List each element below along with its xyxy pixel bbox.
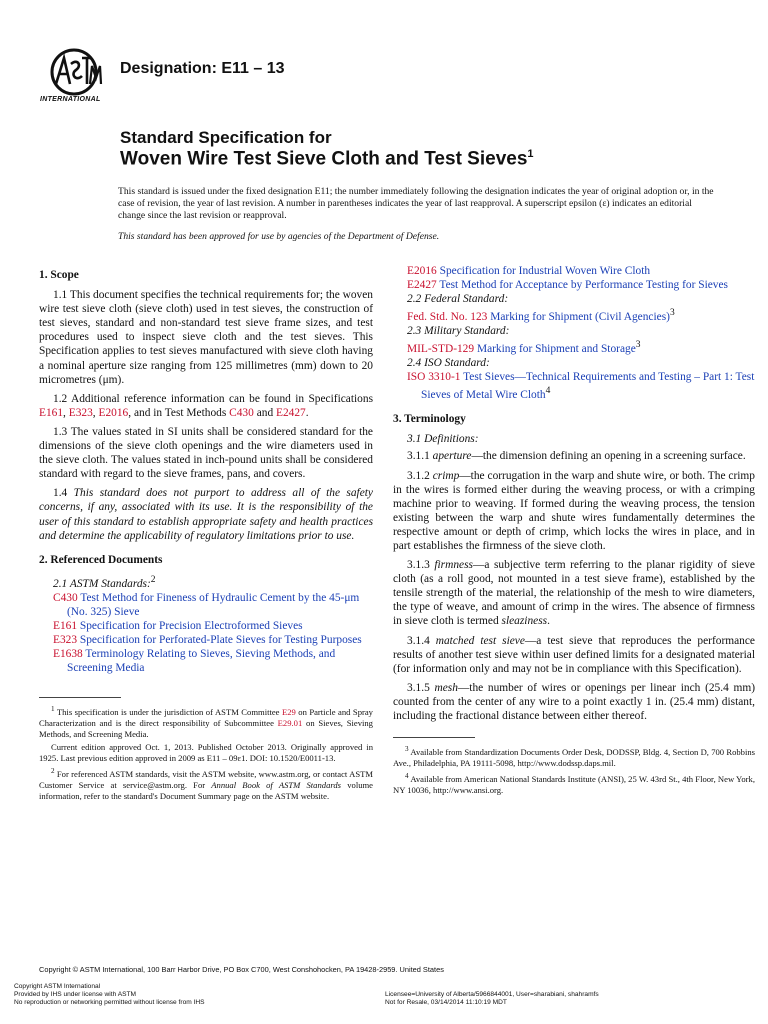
- ref-link-e29-01[interactable]: E29.01: [277, 718, 303, 729]
- footnotes-right: [393, 744, 755, 796]
- left-column: [39, 264, 373, 804]
- def-aperture: 3.1.1 aperture—the dimension defining an opening in a screening surface.: [407, 450, 746, 463]
- ref-item-fed-std[interactable]: Fed. Std. No. 123 Marking for Shipment (Civil Agencies)$^3$: [407, 308, 675, 324]
- footnote-divider-right: [393, 737, 475, 738]
- title-text: Woven Wire Test Sieve Cloth and Test Sieves: [120, 148, 528, 170]
- ref-link-c430[interactable]: C430: [229, 406, 254, 419]
- footnote-divider: [39, 697, 121, 698]
- ref-item-mil-std[interactable]: MIL-STD-129 Marking for Shipment and Storage$^3$: [407, 340, 641, 356]
- def-crimp: 3.1.2 crimp—the corrugation in the warp and shute wire, or both. The crimp in the wires is formed either during the weaving process, or with a crimping machine prior to weaving. If formed during the weaving process, the tension existing between the warp and shute wires fundamentally determines the respective amount or depth of crimp, which locks the wires in place, and in part establishes the firmness of the sieve cloth.: [393, 469, 755, 552]
- title-line-2: [120, 148, 534, 170]
- footnote-2: $^2$ For referenced ASTM standards, visit the ASTM website, www.astm.org, or contact ASTM Customer Service at service@astm.org. For Annual Book of ASTM Standards volume information, refer to the standard's Document Summary page on the ASTM website.: [39, 767, 373, 801]
- definitions-label: 3.1 Definitions:: [407, 433, 479, 446]
- ref-link-e323[interactable]: E323: [68, 406, 93, 419]
- military-standard-label: 2.3 Military Standard:: [407, 325, 510, 338]
- footnote-1-edition: Current edition approved Oct. 1, 2013. Published October 2013. Originally approved in 1925. Last previous edition approved in 2009 as E11 – 09ε1. DOI: 10.1520/E0011-13.: [39, 742, 373, 764]
- scope-1-1: 1.1 This document specifies the technical requirements for; the woven wire test sieve cloth (sieve cloth) used in test sieves, the construction of test sieves, standard and non-standard test sieve frame sizes, and test procedures used to inspect sieve cloth and the test sieves. This Specification applies to test sieves manufactured with sieve cloth having a nominal aperture size ranging from 125 millimetres (mm) down to 20 micrometres (μm).: [39, 289, 373, 386]
- footnote-4: $^4$ Available from American National Standards Institute (ANSI), 25 W. 43rd St., 4th Floor, New York, NY 10036, http://www.ansi.org.: [393, 771, 755, 795]
- def-matched-test-sieve: 3.1.4 matched test sieve—a test sieve that reproduces the performance results of another test sieve within user defined limits for a designated material (for information only and may not be in compliance with this Specification).: [393, 634, 755, 675]
- federal-standard-label: 2.2 Federal Standard:: [407, 293, 509, 306]
- astm-standards-label: 2.1 ASTM Standards:$^2$: [53, 574, 156, 590]
- right-column: [393, 264, 755, 798]
- footnotes-left: [39, 704, 373, 802]
- issued-note: This standard is issued under the fixed designation E11; the number immediately following the designation indicates the year of original adoption or, in the case of revision, the year of last revision. A number in parentheses indicates the year of last reapproval. A superscript epsilon (ε) indicates an editorial change since the last revision or reapproval.: [118, 186, 714, 221]
- approved-note: This standard has been approved for use by agencies of the Department of Defense.: [118, 231, 440, 242]
- ref-item-c430[interactable]: C430 Test Method for Fineness of Hydraulic Cement by the 45-μm (No. 325) Sieve: [53, 591, 360, 618]
- designation: Designation: E11 – 13: [120, 60, 285, 77]
- ref-link-e2427[interactable]: E2427: [276, 406, 306, 419]
- scope-1-4: 1.4 This standard does not purport to address all of the safety concerns, if any, associated with its use. It is the responsibility of the user of this standard to establish appropriate safety and health practices and determine the applicability of regulatory limitations prior to use.: [39, 487, 373, 542]
- scope-1-2: 1.2 Additional reference information can be found in Specifications E161, E323, E2016, and in Test Methods C430 and E2427.: [39, 392, 373, 419]
- footnote-3: $^3$ Available from Standardization Documents Order Desk, DODSSP, Bldg. 4, Section D, 700 Robbins Ave., Philadelphia, PA 19111-5098, http://www.dodssp.daps.mil.: [393, 745, 755, 768]
- iso-standard-label: 2.4 ISO Standard:: [407, 357, 490, 370]
- ref-item-e323[interactable]: E323 Specification for Perforated-Plate Sieves for Testing Purposes: [53, 633, 362, 646]
- license-left: Copyright ASTM International Provided by IHS under license with ASTM No reproduction or networking permitted without license from IHS: [14, 983, 205, 1006]
- logo-text: INTERNATIONAL: [40, 96, 101, 103]
- scope-heading: 1. Scope: [39, 269, 79, 281]
- ref-link-e29[interactable]: E29: [281, 707, 296, 718]
- refdocs-heading: 2. Referenced Documents: [39, 553, 163, 566]
- title-footnote-mark: 1: [527, 148, 534, 160]
- ref-item-iso[interactable]: ISO 3310-1 Test Sieves—Technical Requirements and Testing – Part 1: Test Sieves of Metal Wire Cloth$^4$: [407, 371, 755, 402]
- ref-link-e161[interactable]: E161: [39, 406, 64, 419]
- ref-item-e2427[interactable]: E2427 Test Method for Acceptance by Performance Testing for Sieves: [407, 279, 728, 292]
- def-firmness: 3.1.3 firmness—a subjective term referring to the planar rigidity of sieve cloth (as a roll good, not mounted in a test sieve frame), established by the tensile strength of the material, the relationship of the mesh to wire diameters, the type of weave, and amount of crimp in the wires. The absence of firmness in sieve cloth is termed sleaziness.: [393, 559, 755, 628]
- footnote-1: $^1$ This specification is under the jurisdiction of ASTM Committee E29 on Particle and Spray Characterization and is the direct responsibility of Subcommittee E29.01 on Sieves, Sieving Methods, and Screening Media.: [39, 705, 373, 740]
- title-line-1: Standard Specification for: [120, 128, 332, 147]
- ref-item-e161[interactable]: E161 Specification for Precision Electroformed Sieves: [53, 619, 303, 632]
- ref-item-e2016[interactable]: E2016 Specification for Industrial Woven Wire Cloth: [407, 265, 651, 277]
- def-mesh: 3.1.5 mesh—the number of wires or openings per linear inch (25.4 mm) counted from the center of any wire to a point exactly 1 in. (25.4 mm) distant, including the fractional distance between either thereof.: [393, 681, 755, 723]
- terminology-heading: 3. Terminology: [393, 413, 466, 426]
- ref-item-e1638[interactable]: E1638 Terminology Relating to Sieves, Sieving Methods, and Screening Media: [53, 648, 336, 675]
- copyright-line: Copyright © ASTM International, 100 Barr Harbor Drive, PO Box C700, West Conshohocken, PA 19428-2959. United States: [39, 965, 444, 974]
- astm-logo: [38, 46, 110, 108]
- ref-link-e2016[interactable]: E2016: [98, 406, 129, 419]
- license-right: Licensee=University of Alberta/5966844001, User=sharabiani, shahramfs Not for Resale, 03/14/2014 11:10:19 MDT: [385, 991, 599, 1006]
- scope-1-3: 1.3 The values stated in SI units shall be considered standard for the dimensions of the sieve cloth openings and the wire diameters used in the sieve cloth. The values stated in inch-pound units shall be considered standard with regard to the sieve frames, pans, and covers.: [39, 425, 373, 481]
